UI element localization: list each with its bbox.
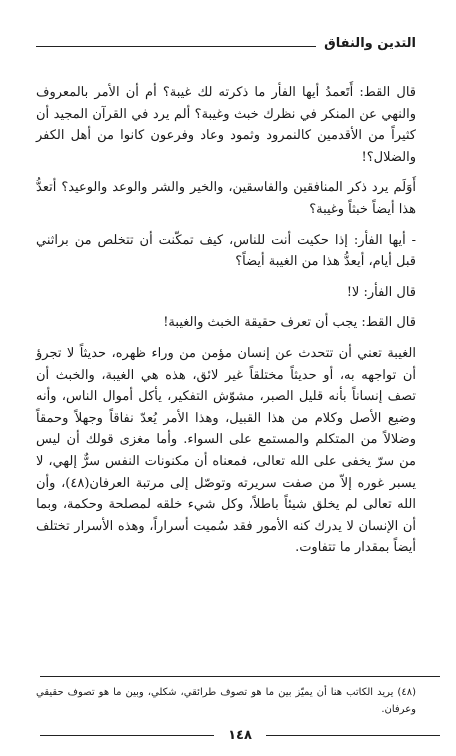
footer-rule-right	[266, 735, 440, 736]
running-header-title: التدين والنفاق	[324, 35, 416, 51]
running-header	[36, 30, 416, 56]
page-footer	[40, 725, 440, 745]
paragraph-hypocrites-mention: أَوَلَم يرد ذكر المنافقين والفاسقين، والخير والشر والوعد والوعيد؟ أتعدُّ هذا أيضاً خبثاً وغيبة؟	[36, 180, 416, 217]
paragraph-cat-question: قال القط: أَتَعمدُ أيها الفأر ما ذكرته لك غيبة؟ أم أن الأمر بالمعروف والنهي عن المنكر في نظرك خبث وغيبة؟ ألم يرد في القرآن المجيد أن كثيراً من الأقدمين كالنمرود وثمود وعاد وفرعون كانوا من أهل الكفر والضلال؟!	[36, 85, 416, 165]
paragraph-gheeba-definition: الغيبة تعني أن تتحدث عن إنسان مؤمن من وراء ظهره، حديثاً لا تجرؤ أن تواجهه به، أو حديثاً مختلقاً غير لائق، هذه هي الغيبة، والخبث أن تصف إنساناً بأنه قليل الصبر، مشوّش التفكير، يأكل أموال الناس، وأنه وضيع الأصل وكلام من هذا القبيل، وهذا الأمر يُعدّ نفاقاً وجهلاً وحمقاً وضلالاً من المتكلم والمستمع على السواء. وأما مغزى قولك أن ليس من سرّ يخفى على الله تعالى، فمعناه أن مكنونات النفس سرٌّ إلهي، لا يسبر غوره إلاّ من صفت سريرته وتوصّل إلى مرتبة العرفان(٤٨)، وأن الله تعالى لم يخلق شيئاً باطلاً، وكل شيء خلقه لمصلحة وحكمة، وبما أن الإنسان لا يدرك كنه الأمور فقد سُميت أسراراً، وهذه الأسرار تختلف أيضاً بمقدار ما تتفاوت.	[36, 345, 416, 556]
body-text	[36, 82, 416, 563]
paragraph-cat-definition-intro: قال القط: يجب أن تعرف حقيقة الخبث والغيبة!	[163, 315, 416, 331]
footer-rule-left	[40, 735, 214, 736]
page-number: ١٤٨	[228, 727, 252, 743]
header-rule	[36, 46, 316, 47]
footnote-rule	[40, 676, 440, 677]
paragraph-escape-story: - أيها الفأر: إذا حكيت أنت للناس، كيف تمكّنت أن تتخلص من براثني قبل أيام، أيعدُّ هذا من الغيبة أيضاً؟	[36, 232, 416, 270]
paragraph-mouse-answer: قال الفأر: لا!	[346, 284, 416, 300]
footnote: (٤٨) يريد الكاتب هنا أن يميّز بين ما هو تصوف طرائقي، شكلي، وبين ما هو تصوف حقيقي وعرفان.	[36, 687, 416, 715]
